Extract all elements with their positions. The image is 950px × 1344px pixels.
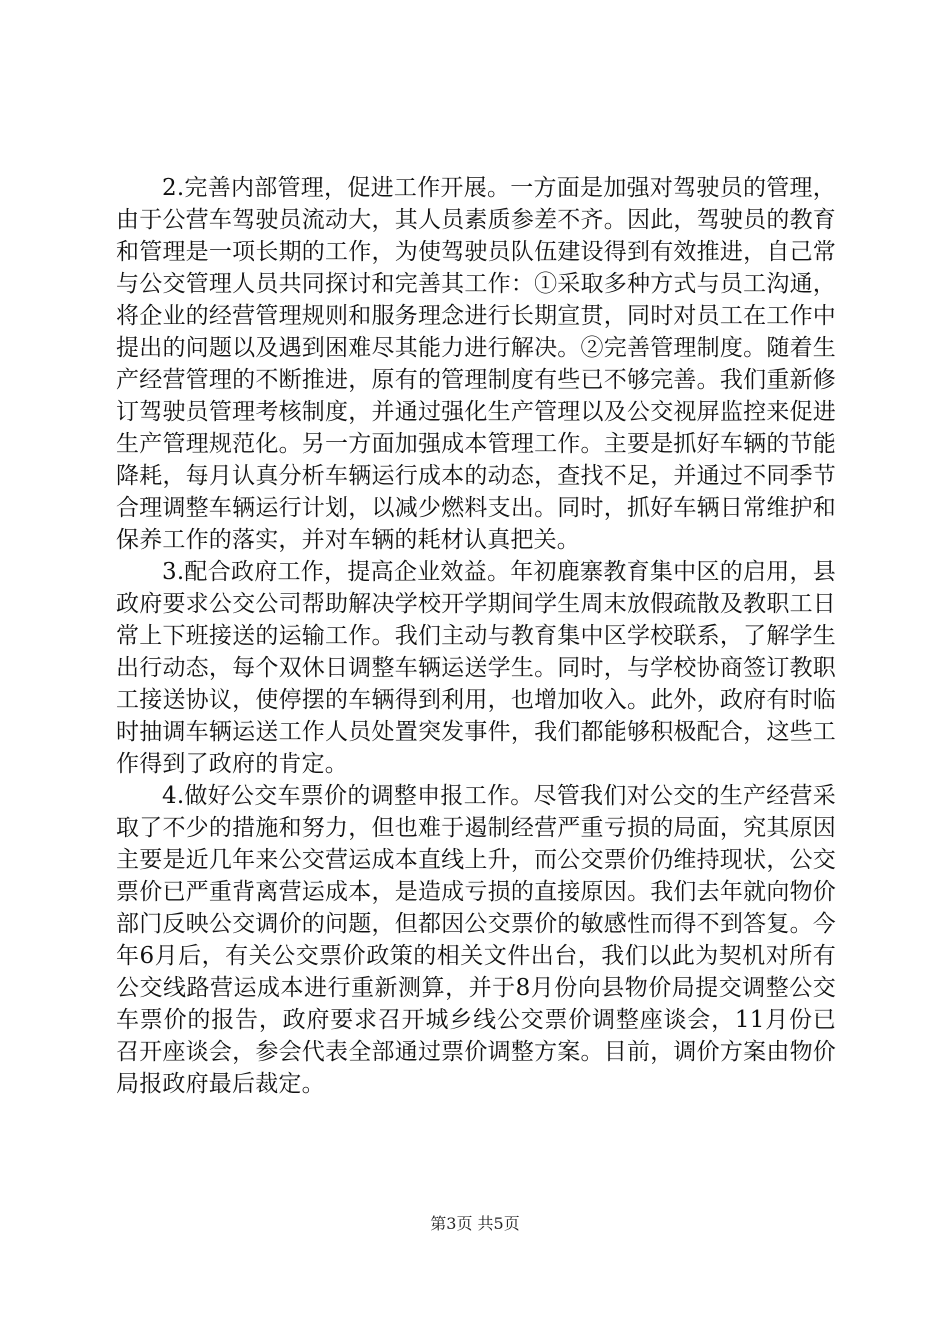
paragraph-fare-adjustment: 4.做好公交车票价的调整申报工作。尽管我们对公交的生产经营采取了不少的措施和努力，但也难于遏制经营严重亏损的局面，究其原因主要是近几年来公交营运成本直线上升，而公交票价仍维持现状，公交票价已严重背离营运成本，是造成亏损的直接原因。我们去年就向物价部门反映公交调价的问题，但都因公交票价的敏感性而得不到答复。今年6月后，有关公交票价政策的相关文件出台，我们以此为契机对所有公交线路营运成本进行重新测算，并于8月份向县物价局提交调整公交车票价的报告，政府要求召开城乡线公交票价调整座谈会，11月份已召开座谈会，参会代表全部通过票价调整方案。目前，调价方案由物价局报政府最后裁定。	[116, 783, 836, 1097]
paragraph-internal-management: 2.完善内部管理，促进工作开展。一方面是加强对驾驶员的管理，由于公营车驾驶员流动大，其人员素质参差不齐。因此，驾驶员的教育和管理是一项长期的工作，为使驾驶员队伍建设得到有效推进，自己常与公交管理人员共同探讨和完善其工作：①采取多种方式与员工沟通，将企业的经营管理规则和服务理念进行长期宣贯，同时对员工在工作中提出的问题以及遇到困难尽其能力进行解决。②完善管理制度。随着生产经营管理的不断推进，原有的管理制度有些已不够完善。我们重新修订驾驶员管理考核制度，并通过强化生产管理以及公交视屏监控来促进生产管理规范化。另一方面加强成本管理工作。主要是抓好车辆的节能降耗，每月认真分析车辆运行成本的动态，查找不足，并通过不同季节合理调整车辆运行计划，以减少燃料支出。同时，抓好车辆日常维护和保养工作的落实，并对车辆的耗材认真把关。	[116, 175, 836, 553]
document-body	[116, 172, 836, 1100]
paragraph-government-cooperation: 3.配合政府工作，提高企业效益。年初鹿寨教育集中区的启用，县政府要求公交公司帮助解决学校开学期间学生周末放假疏散及教职工日常上下班接送的运输工作。我们主动与教育集中区学校联系，了解学生出行动态，每个双休日调整车辆运送学生。同时，与学校协商签订教职工接送协议，使停摆的车辆得到利用，也增加收入。此外，政府有时临时抽调车辆运送工作人员处置突发事件，我们都能够积极配合，这些工作得到了政府的肯定。	[116, 559, 836, 777]
page-number-footer: 第3页 共5页	[430, 1214, 520, 1233]
